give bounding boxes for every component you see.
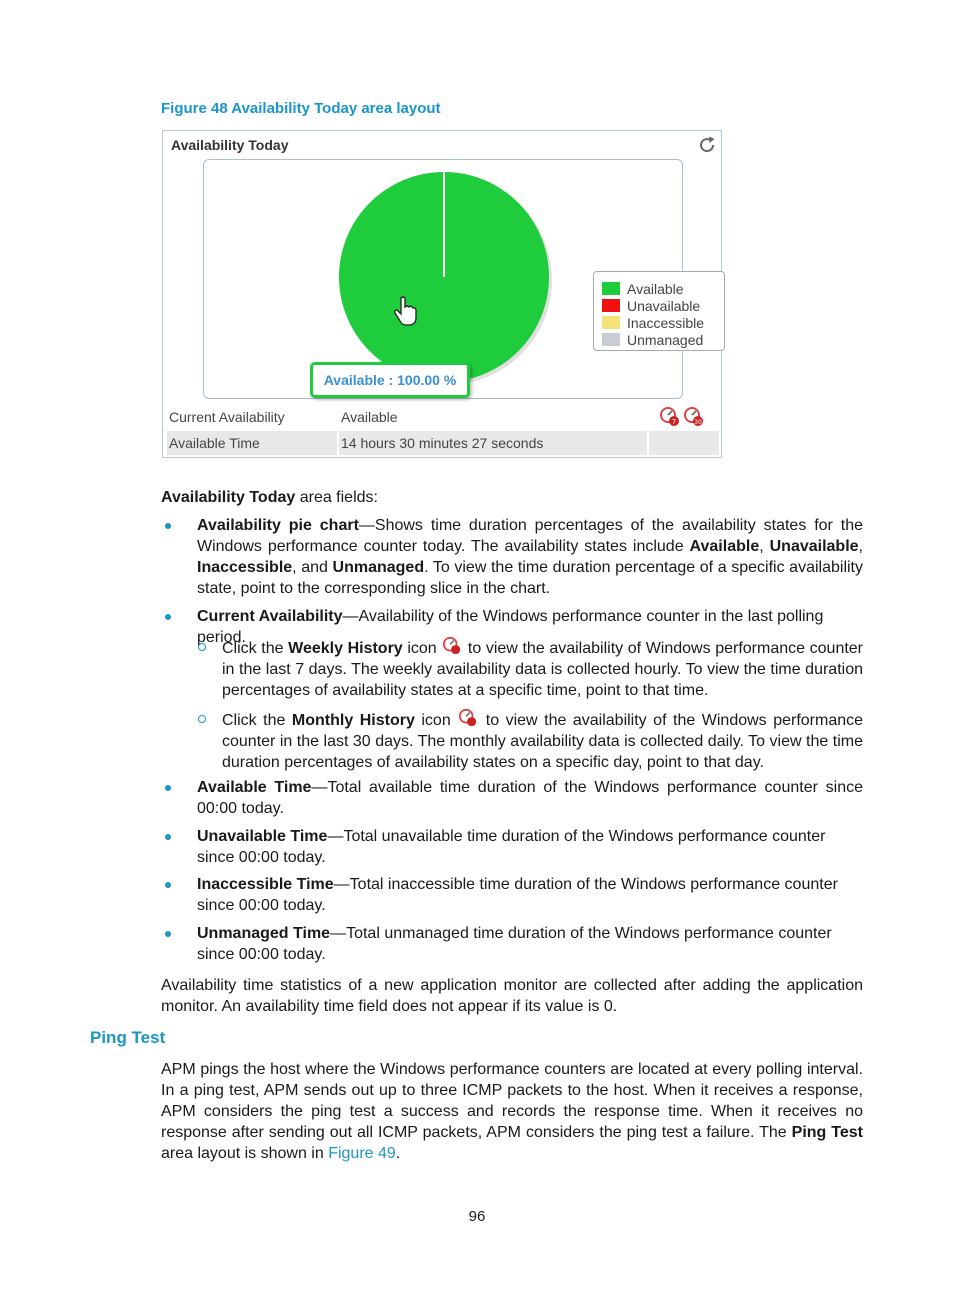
chart-legend <box>593 271 725 351</box>
figure-49-link[interactable]: Figure 49 <box>328 1145 396 1162</box>
weekly-history-icon[interactable] <box>659 406 681 428</box>
figure-caption: Figure 48 Availability Today area layout <box>161 100 441 117</box>
available-time-value: 14 hours 30 minutes 27 seconds <box>341 435 544 451</box>
intro-line <box>161 487 378 508</box>
intro-rest: area fields: <box>295 489 378 506</box>
sub-bullet-weekly-history: Click the Weekly History icon to view the availability of Windows performance counter in the last 7 days. The weekly availability data is collected hourly. To view the time duration percentages of availability states at a specific time, point to that time. <box>222 636 863 701</box>
bullet-dot <box>165 834 171 840</box>
bullet-current-availability: Current Availability—Availability of the Windows performance counter in the last polling period. <box>197 608 824 646</box>
legend-swatch <box>602 282 620 295</box>
legend-item-unavailable[interactable]: Unavailable <box>602 297 700 314</box>
intro-bold: Availability Today <box>161 489 296 506</box>
hand-cursor-icon <box>394 296 418 326</box>
monthly-history-icon[interactable] <box>683 406 705 428</box>
ping-test-paragraph: APM pings the host where the Windows performance counters are located at every polling interval. In a ping test, APM sends out up to three ICMP packets to the host. When it receives a response, APM considers the ping test a success and records the response time. When it receives no response after sending out all ICMP packets, APM considers the ping test a failure. The Ping Test area layout is shown in Figure 49. <box>161 1061 863 1162</box>
current-availability-value: Available <box>341 409 398 425</box>
section-title-ping-test: Ping Test <box>90 1028 166 1047</box>
bullet-dot <box>165 785 171 791</box>
current-availability-label: Current Availability <box>169 409 285 425</box>
svg-text:7: 7 <box>671 418 677 426</box>
stats-paragraph: Availability time statistics of a new application monitor are collected after adding the application monitor. An availability time field does not appear if its value is 0. <box>161 977 863 1015</box>
current-availability-row <box>163 405 721 429</box>
pie-tooltip: Available : 100.00 % <box>310 362 470 398</box>
legend-item-unmanaged[interactable]: Unmanaged <box>602 331 703 348</box>
availability-today-widget <box>162 130 722 458</box>
available-time-row <box>163 431 721 455</box>
legend-swatch <box>602 316 620 329</box>
bullet-dot <box>165 523 171 529</box>
sub-bullet-circle <box>198 643 206 651</box>
bullet-dot <box>165 882 171 888</box>
page-number: 96 <box>468 1208 486 1225</box>
legend-swatch <box>602 299 620 312</box>
bullet-inaccessible-time: Inaccessible Time—Total inaccessible time duration of the Windows performance counter since 00:00 today. <box>197 876 838 914</box>
legend-item-inaccessible[interactable]: Inaccessible <box>602 314 704 331</box>
sub-bullet-monthly-history: Click the Monthly History icon to view the availability of the Windows performance counter in the last 30 days. The monthly availability data is collected daily. To view the time duration percentages of availability states on a specific day, point to that day. <box>222 708 863 773</box>
bullet-unmanaged-time: Unmanaged Time—Total unmanaged time duration of the Windows performance counter since 00:00 today. <box>197 925 832 963</box>
legend-item-available[interactable]: Available <box>602 280 684 297</box>
monthly-history-icon <box>457 708 479 728</box>
svg-text:30: 30 <box>694 419 702 426</box>
bullet-pie-chart: Availability pie chart—Shows time duration percentages of the availability states for the Windows performance counter today. The availability states include Available, Unavailable, Inaccessible, and Unmanaged. To view the time duration percentage of a specific availability state, point to the corresponding slice in the chart. <box>197 517 864 597</box>
legend-swatch <box>602 333 620 346</box>
bullet-available-time: Available Time—Total available time duration of the Windows performance counter since 00:00 today. <box>197 779 863 817</box>
pie-chart-area <box>203 159 705 399</box>
bullet-dot <box>165 614 171 620</box>
refresh-icon[interactable] <box>697 135 717 155</box>
available-time-label: Available Time <box>169 435 260 451</box>
bullet-dot <box>165 931 171 937</box>
sub-bullet-circle <box>198 715 206 723</box>
bullet-unavailable-time: Unavailable Time—Total unavailable time duration of the Windows performance counter since 00:00 today. <box>197 828 826 866</box>
weekly-history-icon <box>441 636 463 656</box>
widget-title: Availability Today <box>171 137 289 153</box>
